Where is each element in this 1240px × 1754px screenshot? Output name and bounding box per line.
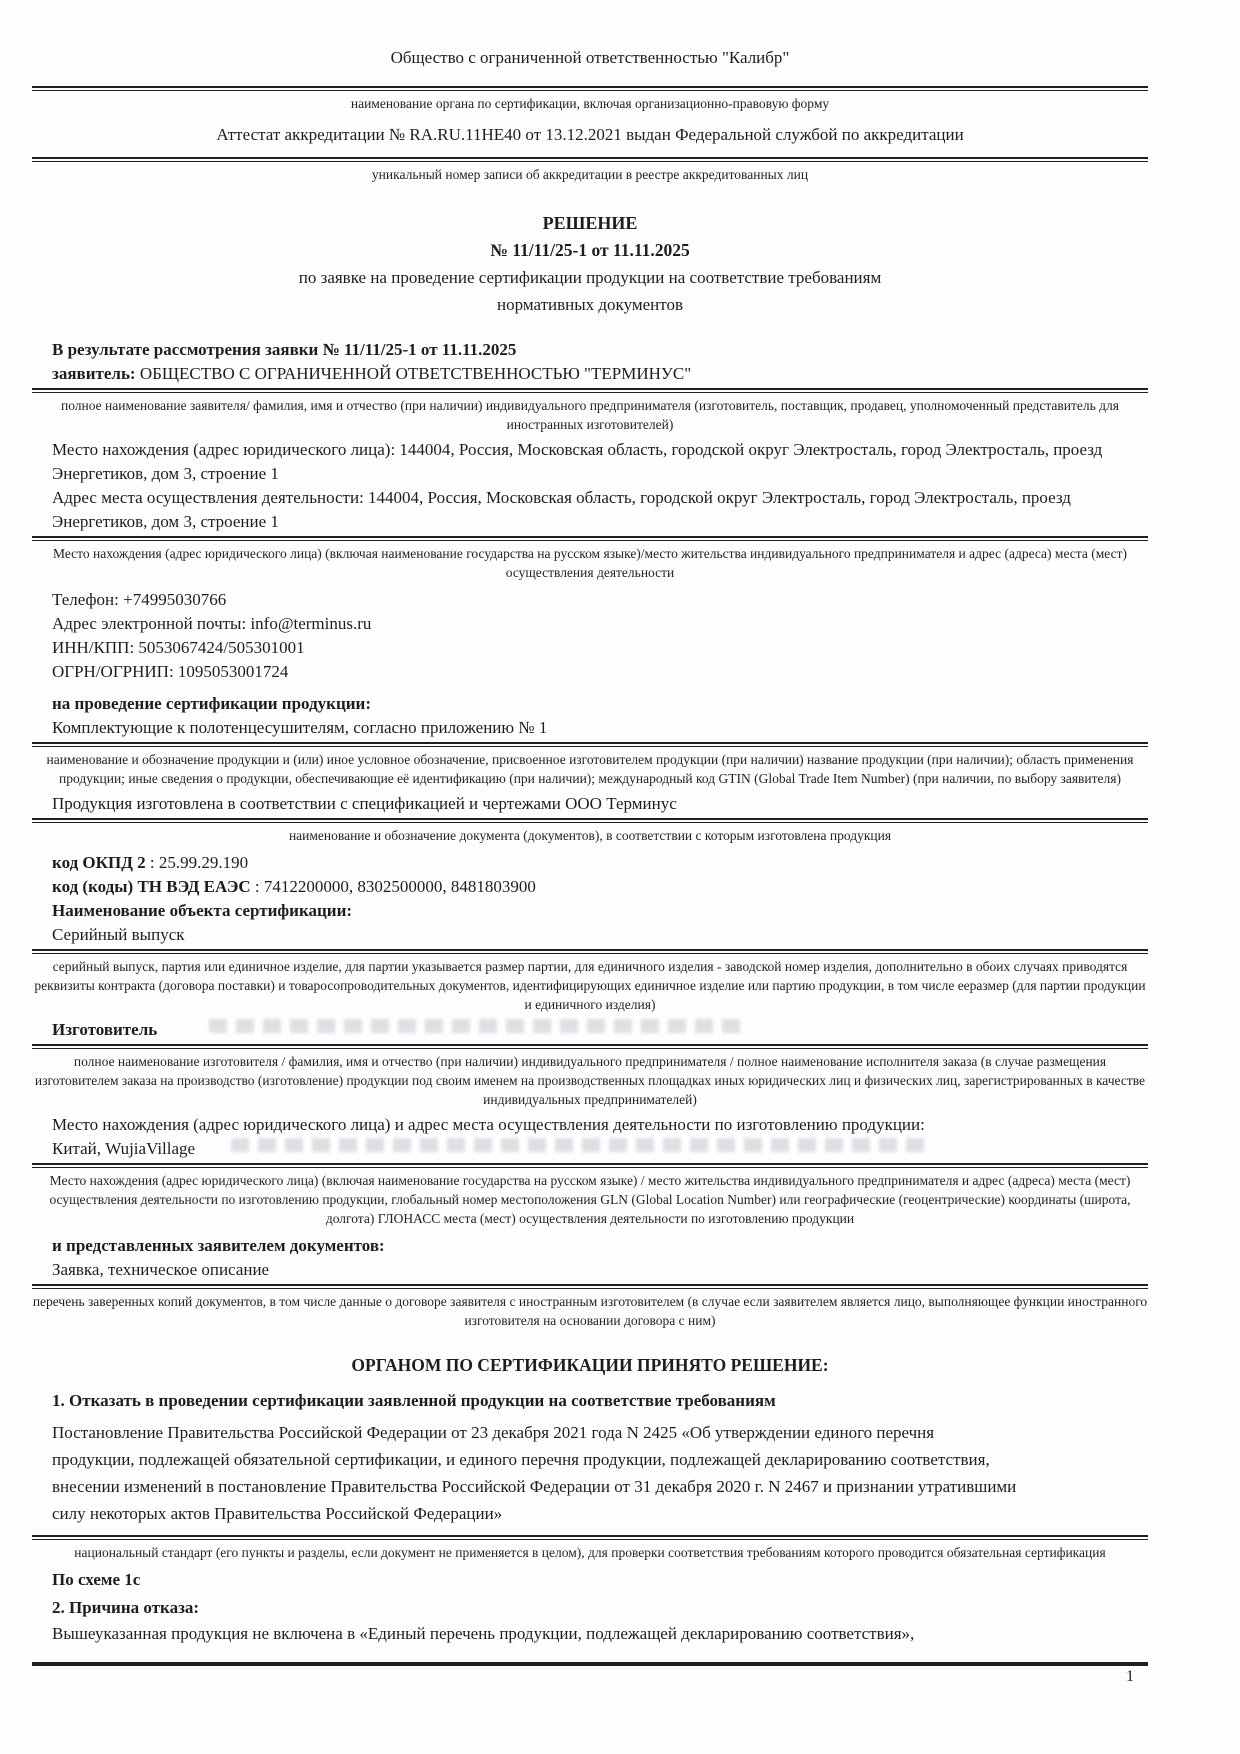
product-caption: наименование и обозначение продукции и (или) иное условное обозначение, присвоенное изготовителем продукции (при наличии) название продукции (при наличии); область применения продукции; иные сведения о продукции, обеспечивающие её идентификацию (при наличии); международный код GTIN (Global Trade Item Number) (при наличии, по выбору заявителя) (46, 752, 1134, 786)
decision-subtitle-2: нормативных документов (497, 295, 683, 314)
decision-subtitle-1: по заявке на проведение сертификации продукции на соответствие требованиям (298, 268, 882, 287)
form-divider (32, 1044, 1148, 1049)
documents-caption: перечень заверенных копий документов, в том числе данные о договоре заявителя с иностранным изготовителем (в случае если заявителем является лицо, выполняющее функции иностранного изготовителя на основании договора с ним) (32, 1294, 1148, 1328)
tnved-label: код (коды) ТН ВЭД ЕАЭС (52, 877, 251, 896)
scan-ghost-artifact (231, 1138, 931, 1152)
product-document-caption: наименование и обозначение документа (документов), в соответствии с которым изготовлена продукция (288, 828, 892, 843)
form-divider (32, 388, 1148, 393)
manufacturer-address-line: Место нахождения (адрес юридического лица) и адрес места осуществления деятельности по изготовлению продукции: (52, 1115, 925, 1134)
page-number: 1 (1126, 1668, 1134, 1685)
legal-address-line: Место нахождения (адрес юридического лица): 144004, Россия, Московская область, городской округ Электросталь, город Электросталь, проезд Энергетиков, дом 3, строение 1 (52, 440, 1103, 483)
ogrn-line: ОГРН/ОГРНИП: 1095053001724 (52, 662, 289, 681)
address-caption: Место нахождения (адрес юридического лица) (включая наименование государства на русском языке)/место жительства индивидуального предпринимателя и адрес (адреса) места (мест) осуществления деятельности (53, 546, 1127, 580)
manufacturer-address-value: Китай, WujiaVillage (52, 1139, 196, 1158)
scheme-line: По схеме 1с (52, 1570, 141, 1589)
decision-title: РЕШЕНИЕ (542, 213, 638, 233)
org-name-caption: наименование органа по сертификации, включая организационно-правовую форму (350, 96, 830, 111)
okpd-value: : 25.99.29.190 (149, 853, 249, 872)
applicant-caption: полное наименование заявителя/ фамилия, имя и отчество (при наличии) индивидуального предпринимателя (изготовитель, поставщик, продавец, уполномоченный представитель для иностранных изготовителей) (60, 398, 1119, 432)
applicant-line (32, 362, 1148, 386)
manufacturer-heading: Изготовитель (52, 1020, 158, 1039)
phone-line: Телефон: +74995030766 (52, 590, 227, 609)
form-divider (32, 1535, 1148, 1540)
okpd-code-line (32, 851, 1148, 875)
accreditation-caption: уникальный номер записи об аккредитации в реестре аккредитованных лиц (371, 167, 809, 182)
form-divider (32, 536, 1148, 541)
scan-ghost-artifact (209, 1019, 749, 1033)
product-line: Комплектующие к полотенцесушителям, согласно приложению № 1 (52, 718, 548, 737)
decision-body-heading: ОРГАНОМ ПО СЕРТИФИКАЦИИ ПРИНЯТО РЕШЕНИЕ: (351, 1355, 829, 1375)
tnved-value: : 7412200000, 8302500000, 8481803900 (254, 877, 536, 896)
email-line: Адрес электронной почты: info@terminus.ru (52, 614, 372, 633)
okpd-label: код ОКПД 2 (52, 853, 146, 872)
documents-value: Заявка, техническое описание (52, 1260, 270, 1279)
certification-object-heading: Наименование объекта сертификации: (52, 901, 353, 920)
manufacturer-address-value-line (32, 1137, 1148, 1161)
form-divider (32, 1284, 1148, 1289)
form-divider (32, 818, 1148, 823)
application-result-line: В результате рассмотрения заявки № 11/11/25-1 от 11.11.2025 (52, 340, 517, 359)
form-divider (32, 86, 1148, 91)
product-document-line: Продукция изготовлена в соответствии с спецификацией и чертежами ООО Терминус (52, 794, 677, 813)
org-name: Общество с ограниченной ответственностью "Калибр" (390, 48, 790, 67)
documents-heading: и представленных заявителем документов: (52, 1236, 385, 1255)
applicant-value: ОБЩЕСТВО С ОГРАНИЧЕННОЙ ОТВЕТСТВЕННОСТЬЮ "ТЕРМИНУС" (139, 364, 692, 383)
refusal-text: Постановление Правительства Российской Федерации от 23 декабря 2021 года N 2425 «Об утверждении единого перечня продукции, подлежащей обязательной сертификации, и единого перечня продукции, подлежащей декларированию соответствия, внесении изменений в постановление Правительства Российской Федерации от 31 декабря 2020 г. N 2467 и признании утратившими силу некоторых актов Правительства Российской Федерации» (52, 1423, 1017, 1523)
refusal-reason-text: Вышеуказанная продукция не включена в «Единый перечень продукции, подлежащей декларированию соответствия», (52, 1624, 915, 1643)
decision-number: № 11/11/25-1 от 11.11.2025 (490, 240, 690, 260)
certification-heading: на проведение сертификации продукции: (52, 694, 372, 713)
certification-object-value: Серийный выпуск (52, 925, 185, 944)
activity-address-line: Адрес места осуществления деятельности: 144004, Россия, Московская область, городской округ Электросталь, город Электросталь, проезд Энергетиков, дом 3, строение 1 (52, 488, 1071, 531)
applicant-label: заявитель: (52, 364, 136, 383)
manufacturer-caption: полное наименование изготовителя / фамилия, имя и отчество (при наличии) индивидуального предпринимателя / полное наименование исполнителя заказа (в случае размещения изготовителем заказа на производство (изготовление) продукции под своим именем на производственных площадках иных юридических лиц и физических лиц, зарегистрированных в качестве индивидуальных предпринимателей) (34, 1054, 1146, 1107)
refusal-heading: 1. Отказать в проведении сертификации заявленной продукции на соответствие требованиям (52, 1391, 776, 1410)
certification-object-caption: серийный выпуск, партия или единичное изделие, для партии указывается размер партии, для единичного изделия - заводской номер изделия, дополнительно в обоих случаях приводятся реквизиты контракта (договора поставки) и товаросопроводительных документов, идентифицирующих единичное изделие или партию продукции, в том числе ееразмер (для партии продукции и единичного изделия) (34, 959, 1146, 1012)
accreditation-line: Аттестат аккредитации № RA.RU.11НЕ40 от 13.12.2021 выдан Федеральной службой по аккредитации (216, 125, 964, 144)
form-divider (32, 949, 1148, 954)
manufacturer-heading-line (32, 1018, 1148, 1042)
refusal-reason-heading: 2. Причина отказа: (52, 1598, 200, 1617)
standard-caption: национальный стандарт (его пункты и разделы, если документ не применяется в целом), для проверки соответствия требованиям которого проводится обязательная сертификация (74, 1545, 1106, 1560)
form-divider (32, 742, 1148, 747)
form-divider (32, 157, 1148, 162)
inn-kpp-line: ИНН/КПП: 5053067424/505301001 (52, 638, 305, 657)
manufacturer-address-caption: Место нахождения (адрес юридического лица) (включая наименование государства на русском языке) / место жительства индивидуального предпринимателя и адрес (адреса) места (мест) осуществления деятельности по изготовлению продукции, глобальный номер местоположения GLN (Global Location Number) или географические (геоцентрические) координаты (широта, долгота) ГЛОНАСС места (мест) осуществления деятельности по изготовлению продукции (49, 1173, 1131, 1226)
form-divider (32, 1163, 1148, 1168)
tnved-code-line (32, 875, 1148, 899)
